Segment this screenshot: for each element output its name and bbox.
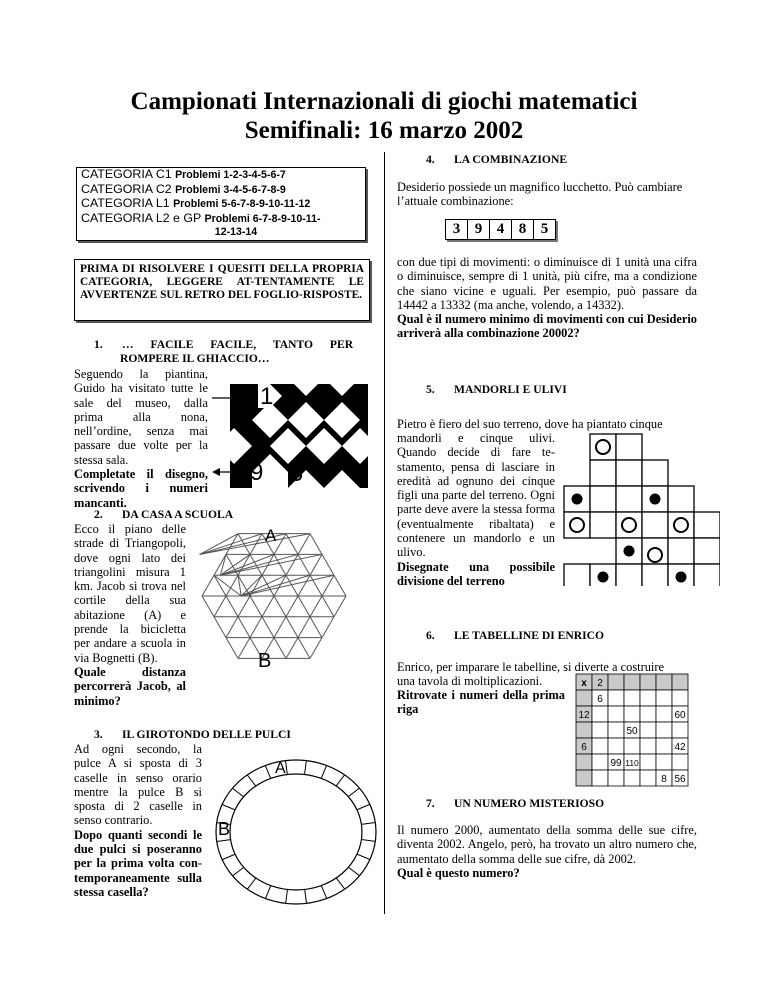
p2-text — [74, 522, 186, 708]
street-segment — [214, 617, 226, 638]
table-cell — [592, 770, 608, 786]
ring-divider — [305, 889, 307, 903]
street-segment — [202, 575, 214, 596]
land-cell — [590, 460, 616, 486]
street-segment — [238, 617, 250, 638]
land-cell — [616, 434, 642, 460]
almond-tree-icon — [598, 572, 609, 583]
p7-question: Qual è questo numero? — [397, 865, 520, 880]
ring-cells — [217, 761, 376, 904]
street-segment — [310, 638, 322, 659]
street-segment — [220, 554, 274, 575]
p7-text — [397, 823, 697, 880]
almond-tree-icon — [572, 494, 583, 505]
table-value: 8 — [661, 774, 667, 785]
p7-title: 7. UN NUMERO MISTERIOSO — [426, 797, 605, 810]
table-cell — [592, 706, 608, 722]
room-label-1: 1 — [260, 383, 274, 410]
ring-divider — [357, 804, 370, 809]
multiplication-table — [574, 672, 692, 808]
category-row: CATEGORIA L1 Problemi 5-6-7-8-9-10-11-12 — [81, 196, 311, 211]
table-cell — [656, 738, 672, 754]
street-segment — [214, 596, 226, 617]
flea-ring — [212, 754, 378, 906]
street-segment — [286, 638, 298, 659]
ring-divider — [286, 890, 288, 904]
p6-body: una tavola di moltiplicazioni. — [397, 674, 543, 688]
table-header-cell — [576, 722, 592, 738]
ring-divider — [247, 775, 256, 786]
street-segment — [310, 534, 322, 555]
olive-tree-icon — [674, 518, 688, 532]
p3-text — [74, 742, 202, 899]
ring-divider — [336, 878, 345, 889]
street-segment — [274, 596, 286, 617]
table-header-cell — [656, 674, 672, 690]
flea-b-label: B — [218, 819, 231, 839]
ring-divider — [305, 761, 307, 775]
street-segment — [310, 596, 322, 617]
street-segment — [200, 534, 310, 555]
p2-body: Ecco il piano delle strade di Triangopoli, dove ogni lato dei triangolini misura 1 km. Jacob si trova nel cortile della sua abitazione (A) e prende la bicicletta per andare a scuola in via Bognetti (B). — [74, 522, 186, 665]
p1-question: Completate il disegno, scrivendo i numeri mancanti. — [74, 467, 208, 510]
street-segment — [334, 596, 346, 617]
p3-question: Dopo quanti secondi le due pulci si poseranno per la prima volta con-temporaneamente sulla stessa casella? — [74, 827, 202, 899]
land-cells — [564, 434, 720, 586]
street-segment — [214, 575, 226, 596]
olive-tree-icon — [570, 518, 584, 532]
table-cell — [608, 706, 624, 722]
street-segment — [298, 617, 310, 638]
p4-question: Qual è il numero minimo di movimenti con cui Desiderio arriverà alla combinazione 20002? — [397, 312, 697, 341]
table-cell — [656, 722, 672, 738]
p6-question: Ritrovate i numeri della prima riga — [397, 688, 565, 717]
table-cell — [640, 690, 656, 706]
street-segment — [274, 617, 286, 638]
ring-divider — [361, 823, 375, 825]
ring-divider — [265, 886, 270, 899]
table-cell — [608, 738, 624, 754]
p6-intro: Enrico, per imparare le tabelline, si diverte a costruire — [397, 660, 664, 674]
table-cell — [640, 706, 656, 722]
table-cell — [656, 706, 672, 722]
table-value: 42 — [674, 742, 686, 753]
street-segment — [322, 596, 334, 617]
table-cell — [672, 690, 688, 706]
ring-divider — [348, 867, 359, 876]
street-segment — [298, 534, 310, 555]
street-segment — [310, 554, 322, 575]
table-cell — [672, 754, 688, 770]
land-cell — [642, 564, 668, 586]
triangopoli-map — [188, 522, 360, 674]
flea-a-label: A — [275, 760, 286, 777]
point-b-label: B — [258, 650, 272, 672]
land-cell — [590, 512, 616, 538]
table-cell — [608, 722, 624, 738]
table-value: 99 — [610, 758, 622, 769]
street-segment — [298, 638, 310, 659]
street-segment — [274, 554, 286, 575]
street-segment — [262, 617, 274, 638]
room-label-8: 8 — [290, 460, 304, 487]
room-label-9: 9 — [250, 459, 264, 486]
table-cell — [592, 754, 608, 770]
olive-tree-icon — [596, 440, 610, 454]
table-cells — [576, 674, 688, 786]
warning-box: PRIMA DI RISOLVERE I QUESITI DELLA PROPRIA CATEGORIA, LEGGERE AT-TENTAMENTE LE AVVERTENZE SUL RETRO DEL FOGLIO-RISPOSTE. — [74, 259, 370, 321]
street-segment — [250, 617, 262, 638]
land-cell — [642, 460, 668, 486]
p2-title: 2. DA CASA A SCUOLA — [94, 508, 234, 521]
digit-cell: 3 — [446, 220, 468, 239]
table-cell — [640, 722, 656, 738]
p4-title: 4. LA COMBINAZIONE — [426, 153, 568, 166]
p2-question: Quale distanza percorrerà Jacob, al minimo? — [74, 664, 186, 708]
table-value: 50 — [626, 726, 638, 737]
p5-title: 5. MANDORLI E ULIVI — [426, 383, 567, 396]
p7-body: Il numero 2000, aumentato della somma delle sue cifre, diventa 2002. Angelo, però, ha trovato un altro numero che, aumentato della somma delle sue cifre, dà 2002. — [397, 823, 697, 866]
ring-divider — [348, 788, 359, 797]
category-box — [76, 167, 366, 241]
digit-cell: 8 — [512, 220, 534, 239]
table-value: 110 — [625, 758, 639, 768]
land-cell — [616, 460, 642, 486]
ring-divider — [357, 854, 370, 859]
table-header-cell — [576, 690, 592, 706]
table-cell — [624, 738, 640, 754]
ring-divider — [232, 788, 243, 797]
p3-body: Ad ogni secondo, la pulce A si sposta di 3 caselle in senso orario mentre la pulce B si sposta di 2 caselle in senso contrario. — [74, 742, 202, 828]
ring-divider — [321, 886, 326, 899]
land-cell — [694, 564, 720, 586]
table-cell — [640, 770, 656, 786]
table-cell — [656, 754, 672, 770]
p4-intro: Desiderio possiede un magnifico lucchetto. Può cambiare l’attuale combinazione: — [397, 180, 683, 209]
land-cell — [668, 486, 694, 512]
digit-cell: 5 — [540, 221, 549, 237]
ring-inner — [230, 774, 362, 890]
land-cell — [668, 538, 694, 564]
street-segment — [298, 596, 310, 617]
table-header-cell — [608, 674, 624, 690]
olive-tree-icon — [622, 518, 636, 532]
p1-title: 1. … FACILE FACILE, TANTO PER ROMPERE IL GHIACCIO… — [94, 338, 354, 366]
p4-text — [397, 255, 697, 341]
digit-cell: 4 — [490, 220, 512, 239]
ring-divider — [233, 867, 244, 876]
table-value: 6 — [581, 742, 587, 753]
p5-question: Disegnate una possibile divisione del terreno — [397, 559, 555, 588]
street-segment — [286, 617, 298, 638]
table-cell — [624, 770, 640, 786]
digit-cell: 9 — [468, 220, 490, 239]
table-value: 2 — [597, 678, 603, 689]
p5-intro: Pietro è fiero del suo terreno, dove ha piantato cinque — [397, 417, 663, 431]
p5-text — [397, 431, 555, 588]
land-cell — [590, 486, 616, 512]
land-cell — [564, 564, 590, 586]
category-row-cont: 12-13-14 — [214, 226, 258, 239]
table-cell — [640, 738, 656, 754]
p4-body: con due tipi di movimenti: o diminuisce di 1 unità una cifra o diminuisce, sempre di 1 unità, più cifre, ma a condizione che siano vicine e uguali. Per esempio, può passare da 14442 a 13332 (ma anche, volendo, a 14332). — [397, 255, 697, 312]
category-row: CATEGORIA C1 Problemi 1-2-3-4-5-6-7 — [81, 167, 286, 181]
land-cell — [694, 512, 720, 538]
ring-divider — [285, 761, 287, 775]
ring-divider — [361, 840, 375, 842]
p1-body: Seguendo la piantina, Guido ha visitato tutte le sale del museo, dalla prima alla nona, nell’ordine, senza mai passare due volte per la stessa sala. — [74, 367, 208, 467]
street-segment — [226, 596, 238, 617]
street-segment — [238, 638, 250, 659]
table-header-cell — [640, 674, 656, 690]
p3-title: 3. IL GIROTONDO DELLE PULCI — [94, 728, 291, 741]
ring-divider — [217, 840, 231, 842]
land-cell — [616, 564, 642, 586]
street-segment — [262, 596, 274, 617]
point-a-label: A — [265, 526, 277, 545]
table-cell — [672, 722, 688, 738]
street-segment — [238, 596, 250, 617]
table-value: x — [581, 678, 587, 689]
street-segment — [226, 617, 238, 638]
museum-map — [212, 382, 372, 490]
land-grid — [560, 432, 720, 586]
ring-divider — [336, 775, 345, 786]
almond-tree-icon — [650, 494, 661, 505]
street-segment — [310, 617, 322, 638]
ring-divider — [265, 766, 270, 779]
olive-tree-icon — [648, 548, 662, 562]
table-cell — [608, 770, 624, 786]
land-cell — [616, 486, 642, 512]
category-row: CATEGORIA C2 Problemi 3-4-5-6-7-8-9 — [81, 181, 286, 196]
table-cell — [656, 690, 672, 706]
table-cell — [624, 690, 640, 706]
table-cell — [608, 690, 624, 706]
land-cell — [694, 538, 720, 564]
ring-divider — [222, 805, 235, 810]
p1-text — [74, 367, 208, 510]
page-subtitle: Semifinali: 16 marzo 2002 — [244, 117, 524, 144]
table-cell — [640, 754, 656, 770]
arrow-out-head — [212, 468, 220, 476]
street-segment — [250, 596, 262, 617]
table-cell — [624, 706, 640, 722]
ring-outer — [216, 760, 376, 904]
street-segment — [202, 596, 214, 617]
almond-tree-icon — [676, 572, 687, 583]
page-title: Campionati Internazionali di giochi matematici — [130, 88, 638, 115]
table-value: 60 — [674, 710, 686, 721]
almond-tree-icon — [624, 546, 635, 557]
table-cell — [592, 722, 608, 738]
p5-body: mandorli e cinque ulivi. Quando decide di fare te-stamento, pensa di lasciare in eredità ad ognuno dei cinque figli una parte del terreno. Ogni parte deve avere la stessa forma (eventualmente ribaltata) e contenere un mandorlo e un ulivo. — [397, 431, 555, 560]
street-segment — [274, 638, 286, 659]
table-value: 56 — [674, 774, 686, 785]
street-segment — [238, 534, 250, 555]
table-cell — [592, 738, 608, 754]
land-cell — [642, 512, 668, 538]
street-segment — [286, 596, 298, 617]
ring-divider — [247, 878, 256, 889]
combination-lock — [445, 219, 556, 240]
street-segment — [226, 638, 238, 659]
category-row: CATEGORIA L2 e GP Problemi 6-7-8-9-10-11- — [81, 210, 321, 225]
table-header-cell — [576, 754, 592, 770]
table-header-cell — [576, 770, 592, 786]
street-segment — [322, 575, 334, 596]
street-segment — [334, 575, 346, 596]
p6-title: 6. LE TABELLINE DI ENRICO — [426, 629, 605, 642]
table-header-cell — [672, 674, 688, 690]
table-value: 6 — [597, 694, 603, 705]
ring-divider — [222, 854, 235, 859]
ring-divider — [321, 765, 326, 778]
street-segment — [322, 617, 334, 638]
triangle-grid — [200, 534, 346, 659]
street-segment — [322, 554, 334, 575]
column-divider — [384, 152, 385, 914]
table-header-cell — [624, 674, 640, 690]
table-value: 12 — [578, 710, 590, 721]
